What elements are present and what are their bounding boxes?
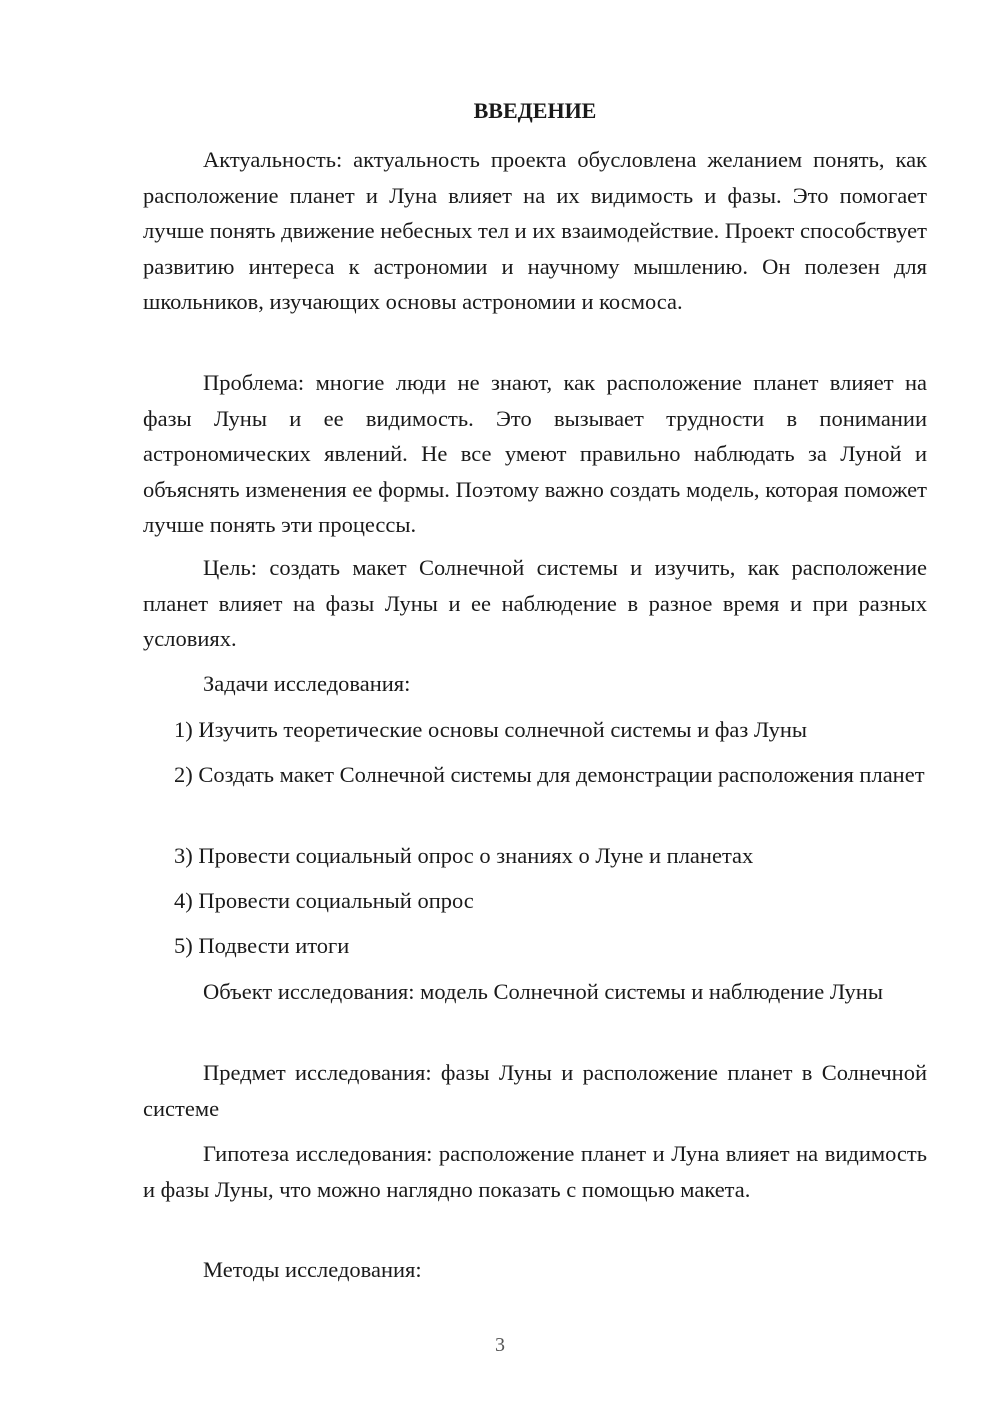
task-item-2: 2) Создать макет Солнечной системы для демонстрации расположения планет: [174, 762, 925, 787]
paragraph-hypothesis: Гипотеза исследования: расположение планет и Луна влияет на видимость и фазы Луны, что можно наглядно показать с помощью макета.: [143, 1141, 927, 1202]
tasks-title: Задачи исследования:: [203, 671, 411, 696]
task-item-3: 3) Провести социальный опрос о знаниях о Луне и планетах: [174, 843, 754, 868]
paragraph-object: Объект исследования: модель Солнечной системы и наблюдение Луны: [203, 979, 883, 1004]
task-item-4: 4) Провести социальный опрос: [174, 888, 474, 913]
page-number: 3: [495, 1334, 505, 1356]
section-heading: ВВЕДЕНИЕ: [473, 98, 597, 123]
paragraph-relevance: Актуальность: актуальность проекта обусловлена желанием понять, как расположение планет и Луна влияет на их видимость и фазы. Это помогает лучше понять движение небесных тел и их взаимодействие. Проект способствует развитию интереса к астрономии и научному мышлению. Он полезен для школьников, изучающих основы астрономии и космоса.: [143, 147, 927, 314]
paragraph-subject: Предмет исследования: фазы Луны и расположение планет в Солнечной системе: [143, 1060, 927, 1121]
task-item-1: 1) Изучить теоретические основы солнечной системы и фаз Луны: [174, 717, 807, 742]
task-item-5: 5) Подвести итоги: [174, 933, 350, 958]
paragraph-problem: Проблема: многие люди не знают, как расположение планет влияет на фазы Луны и ее видимость. Это вызывает трудности в понимании астрономических явлений. Не все умеют правильно наблюдать за Луной и объяснять изменения ее формы. Поэтому важно создать модель, которая поможет лучше понять эти процессы.: [143, 370, 927, 537]
paragraph-goal: Цель: создать макет Солнечной системы и изучить, как расположение планет влияет на фазы Луны и ее наблюдение в разное время и при разных условиях.: [143, 555, 927, 651]
methods-title: Методы исследования:: [203, 1257, 422, 1282]
